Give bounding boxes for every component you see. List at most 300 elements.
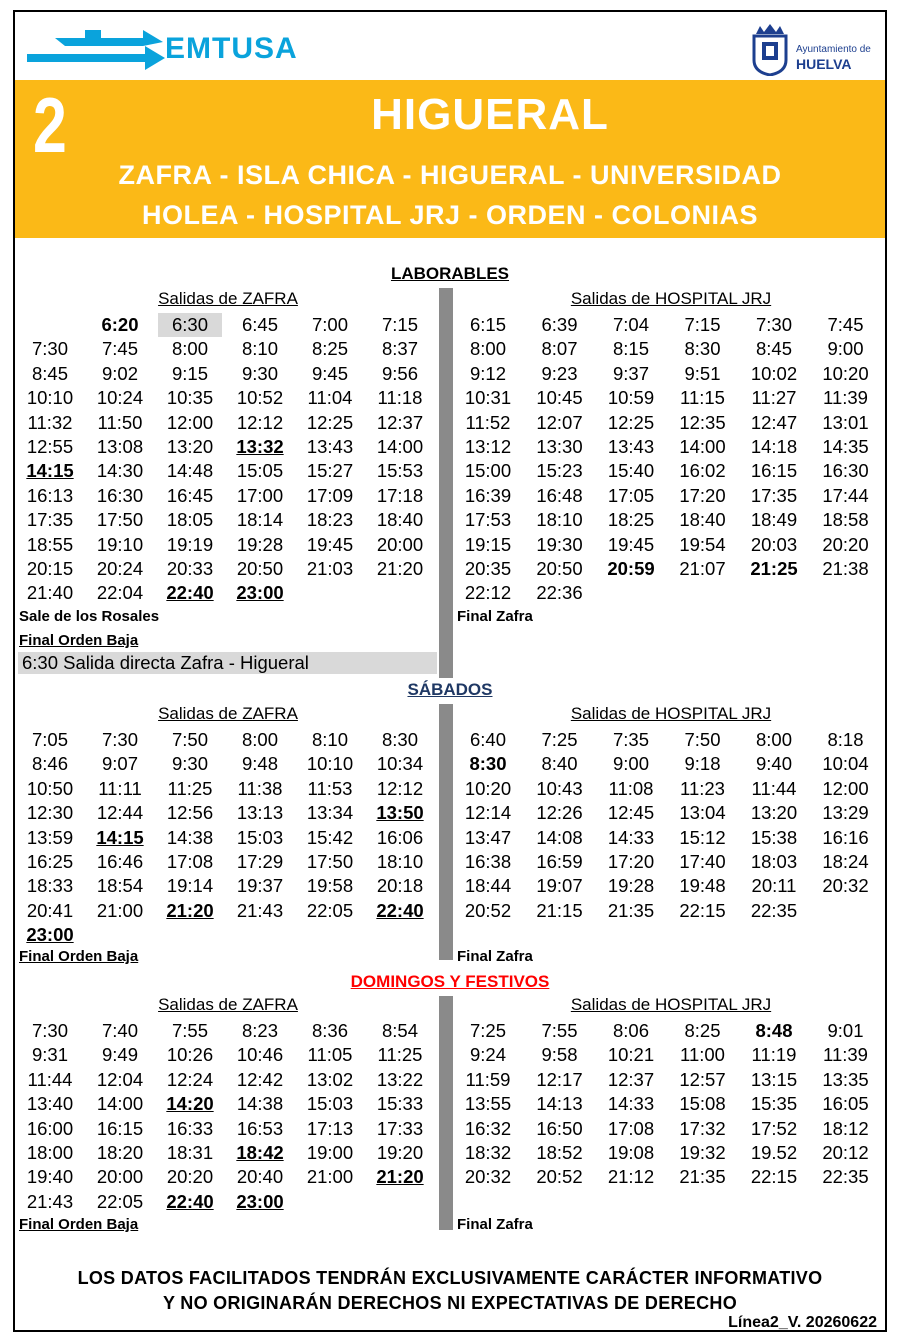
departure-time: 21:03: [306, 557, 354, 579]
departure-time: 19:15: [464, 533, 512, 555]
departure-time: 7:40: [101, 1020, 138, 1041]
departure-time: 14:15: [96, 826, 144, 848]
departure-time: 9:30: [241, 362, 278, 384]
departure-time: 8:37: [381, 338, 418, 360]
departure-time: 7:00: [311, 314, 348, 335]
departure-time: 18:24: [822, 850, 869, 872]
departure-time: 13:29: [822, 802, 869, 824]
departure-time: 11:08: [608, 777, 654, 799]
departure-time: 20:24: [96, 557, 144, 579]
departure-time: 8:10: [311, 729, 348, 750]
departure-time: 20:11: [751, 875, 797, 897]
departure-time: 10:46: [236, 1044, 284, 1066]
departure-time: 13:32: [236, 435, 284, 457]
domingos-note-final-orden: Final Orden Baja: [19, 1216, 139, 1233]
departure-time: 17:53: [464, 509, 512, 531]
departure-time: 12:47: [750, 411, 798, 433]
departure-time: 21:40: [26, 582, 74, 604]
departure-time: 9:15: [171, 362, 208, 384]
departure-time: 15:03: [306, 1093, 354, 1115]
departure-time: 16:48: [536, 484, 583, 506]
route-stops-line-1: ZAFRA - ISLA CHICA - HIGUERAL - UNIVERSIDAD: [118, 160, 782, 190]
departure-time: 19.52: [750, 1141, 798, 1163]
departure-time: 11:04: [307, 387, 353, 409]
departure-time: 17:20: [607, 850, 655, 872]
departure-time: 9:30: [171, 753, 208, 775]
departure-time: 22:40: [166, 1190, 214, 1212]
departure-time: 8:07: [541, 338, 578, 360]
departure-time: 12:14: [464, 802, 512, 824]
departure-time: 23:00: [236, 1190, 284, 1212]
departure-time: 12:24: [166, 1068, 214, 1090]
departure-time: 17:35: [750, 484, 798, 506]
departure-time: 12:12: [236, 411, 284, 433]
departure-time: 15:03: [236, 826, 284, 848]
departure-time: 15:12: [679, 826, 726, 848]
departure-time: 9:51: [684, 362, 721, 384]
departure-time: 9:01: [827, 1020, 864, 1041]
departure-time: 14:35: [822, 435, 869, 457]
departure-time: 22:36: [536, 582, 583, 604]
version-label: Línea2_V. 20260622: [728, 1314, 877, 1331]
departure-time: 18:55: [26, 533, 74, 555]
sabados-note-final-zafra: Final Zafra: [457, 948, 533, 965]
departure-time: 18:31: [166, 1141, 214, 1163]
departure-time: 8:30: [684, 338, 721, 360]
departure-time: 14:38: [166, 826, 214, 848]
departure-time: 10:45: [536, 387, 583, 409]
departure-time: 6:15: [469, 314, 506, 335]
departure-time: 21:43: [236, 899, 284, 921]
departure-time: 9:49: [101, 1044, 138, 1066]
domingos-left-header: Salidas de ZAFRA: [158, 995, 298, 1014]
departure-time: 11:59: [465, 1068, 511, 1090]
departure-time: 12:44: [96, 802, 144, 824]
center-divider-sabados: [439, 704, 453, 960]
departure-time: 8:00: [469, 338, 506, 360]
departure-time: 7:45: [101, 338, 138, 360]
departure-time: 16:32: [464, 1117, 512, 1139]
departure-time: 10:10: [26, 387, 74, 409]
departure-time: 10:59: [607, 387, 655, 409]
departure-time: 7:30: [31, 1020, 68, 1041]
route-stops-line-2: HOLEA - HOSPITAL JRJ - ORDEN - COLONIAS: [141, 200, 759, 230]
departure-time: 18:20: [96, 1141, 144, 1163]
departure-time: 18:25: [607, 509, 655, 531]
departure-time: 10:31: [464, 387, 512, 409]
departure-time: 18:54: [96, 875, 144, 897]
departure-time: 20:20: [822, 533, 869, 555]
departure-time: 7:25: [469, 1020, 506, 1041]
departure-time: 11:27: [751, 387, 797, 409]
departure-time: 18:32: [464, 1141, 512, 1163]
departure-time: 18:33: [26, 875, 74, 897]
departure-time: 14:00: [96, 1093, 144, 1115]
departure-time: 20:52: [536, 1166, 583, 1188]
departure-time: 11:05: [307, 1044, 353, 1066]
departure-time: 22:40: [376, 899, 424, 921]
departure-time: 11:53: [307, 777, 353, 799]
departure-time: 13:15: [750, 1068, 798, 1090]
departure-time: 6:45: [241, 314, 278, 335]
huelva-council-logo: [750, 20, 870, 78]
departure-time: 7:55: [171, 1020, 208, 1041]
departure-time: 20:00: [376, 533, 424, 555]
departure-time: 9:12: [469, 362, 506, 384]
line-name: HIGUERAL: [371, 90, 609, 139]
departure-time: 16:06: [376, 826, 424, 848]
departure-time: 8:54: [381, 1020, 418, 1041]
laborables-direct-note: 6:30 Salida directa Zafra - Higueral: [18, 652, 437, 674]
departure-time: 20:18: [376, 875, 424, 897]
departure-time: 10:10: [306, 753, 354, 775]
departure-time: 16:13: [26, 484, 74, 506]
laborables-note-final-orden: Final Orden Baja: [19, 632, 139, 649]
departure-time: 12:07: [536, 411, 583, 433]
departure-time: 22:35: [822, 1166, 869, 1188]
departure-time: 18:12: [822, 1117, 869, 1139]
section-title-laborables: LABORABLES: [390, 264, 510, 283]
departure-time: 18:14: [236, 509, 284, 531]
departure-time: 17:52: [750, 1117, 798, 1139]
departure-time: 13:02: [306, 1068, 354, 1090]
departure-time: 21:12: [607, 1166, 655, 1188]
departure-time: 18:58: [822, 509, 869, 531]
departure-time: 8:06: [612, 1020, 649, 1041]
departure-time: 19:48: [679, 875, 726, 897]
domingos-note-final-zafra: Final Zafra: [457, 1216, 533, 1233]
departure-time: 21:20: [376, 1166, 424, 1188]
departure-time: 10:50: [26, 777, 74, 799]
departure-time: 23:00: [236, 582, 284, 604]
departure-time: 15:08: [679, 1093, 726, 1115]
departure-time: 15:05: [236, 460, 284, 482]
departure-time: 14:18: [750, 435, 798, 457]
departure-time: 17:50: [306, 850, 354, 872]
departure-time: 14:33: [607, 1093, 655, 1115]
departure-time: 8:30: [381, 729, 418, 750]
sabados-right-header: Salidas de HOSPITAL JRJ: [570, 704, 772, 723]
departure-time: 17:18: [376, 484, 424, 506]
council-label-line2: HUELVA: [796, 56, 852, 72]
departure-time: 12:45: [607, 802, 655, 824]
departure-time: 8:18: [827, 729, 864, 750]
departure-time: 22:05: [96, 1190, 144, 1212]
departure-time: 16:45: [166, 484, 214, 506]
departure-time: 9:37: [612, 362, 649, 384]
departure-time: 9:23: [541, 362, 578, 384]
departure-time: 19:40: [26, 1166, 74, 1188]
departure-time: 15:40: [607, 460, 655, 482]
departure-time: 19:08: [607, 1141, 655, 1163]
departure-time: 8:36: [311, 1020, 348, 1041]
departure-time: 21:43: [26, 1190, 74, 1212]
departure-time: 16:05: [822, 1093, 869, 1115]
sabados-note-final-orden: Final Orden Baja: [19, 948, 139, 965]
departure-time: 8:15: [612, 338, 649, 360]
departure-time: 12:00: [166, 411, 214, 433]
disclaimer-line-1: LOS DATOS FACILITADOS TENDRÁN EXCLUSIVAMENTE CARÁCTER INFORMATIVO: [77, 1268, 823, 1288]
departure-time: 20:40: [236, 1166, 284, 1188]
departure-time: 12:37: [376, 411, 424, 433]
departure-time: 12:04: [96, 1068, 144, 1090]
departure-time: 21:20: [166, 899, 214, 921]
departure-time: 19:45: [607, 533, 655, 555]
departure-time: 13:20: [750, 802, 798, 824]
section-title-domingos: DOMINGOS Y FESTIVOS: [350, 972, 550, 991]
departure-time: 6:30: [158, 313, 222, 337]
departure-time: 15:27: [306, 460, 354, 482]
departure-time: 13:55: [464, 1093, 512, 1115]
departure-time: 12:26: [536, 802, 583, 824]
departure-time: 23:00: [26, 924, 74, 946]
departure-time: 20:59: [607, 557, 655, 579]
departure-time: 10:21: [607, 1044, 655, 1066]
departure-time: 16:38: [464, 850, 512, 872]
departure-time: 16:33: [166, 1117, 214, 1139]
departure-time: 10:43: [536, 777, 583, 799]
departure-time: 11:32: [27, 411, 73, 433]
departure-time: 21:35: [679, 1166, 726, 1188]
departure-time: 20:32: [464, 1166, 512, 1188]
timetable-sheet: [13, 10, 887, 1332]
departure-time: 11:44: [751, 777, 797, 799]
departure-time: 7:05: [31, 729, 68, 750]
departure-time: 17:09: [306, 484, 354, 506]
departure-time: 22:35: [750, 899, 798, 921]
departure-time: 14:00: [376, 435, 424, 457]
departure-time: 12:17: [536, 1068, 583, 1090]
departure-time: 13:50: [376, 802, 424, 824]
departure-time: 16:30: [96, 484, 144, 506]
departure-time: 21:07: [679, 557, 726, 579]
departure-time: 13:08: [96, 435, 144, 457]
departure-time: 15:33: [376, 1093, 424, 1115]
laborables-note-rosales: Sale de los Rosales: [19, 608, 160, 625]
departure-time: 12:12: [376, 777, 424, 799]
departure-time: 18:05: [166, 509, 214, 531]
departure-time: 8:48: [755, 1020, 793, 1041]
departure-time: 14:13: [536, 1093, 583, 1115]
departure-time: 18:10: [536, 509, 583, 531]
departure-time: 11:25: [377, 1044, 423, 1066]
departure-time: 17:08: [607, 1117, 655, 1139]
departure-time: 8:00: [755, 729, 792, 750]
route-banner: [15, 80, 885, 238]
departure-time: 18:40: [376, 509, 424, 531]
departure-time: 12:42: [236, 1068, 284, 1090]
departure-time: 21:15: [536, 899, 583, 921]
departure-time: 13:47: [464, 826, 512, 848]
departure-time: 20:03: [750, 533, 798, 555]
huelva-coat-of-arms-icon: [750, 20, 790, 76]
departure-time: 9:18: [684, 753, 721, 775]
departure-time: 9:58: [541, 1044, 578, 1066]
departure-time: 9:00: [827, 338, 864, 360]
departure-time: 20:20: [166, 1166, 214, 1188]
departure-time: 11:19: [751, 1044, 797, 1066]
disclaimer: [15, 1266, 885, 1316]
departure-time: 11:00: [680, 1044, 725, 1066]
departure-time: 9:56: [381, 362, 418, 384]
departure-time: 14:15: [26, 460, 74, 482]
departure-time: 22:05: [306, 899, 354, 921]
departure-time: 13:43: [607, 435, 655, 457]
departure-time: 17:00: [236, 484, 284, 506]
departure-time: 11:39: [823, 1044, 868, 1066]
departure-time: 13:13: [236, 802, 284, 824]
departure-time: 17:35: [26, 509, 74, 531]
departure-time: 14:48: [166, 460, 214, 482]
disclaimer-line-2: Y NO ORIGINARÁN DERECHOS NI EXPECTATIVAS DE DERECHO: [162, 1293, 738, 1313]
departure-time: 21:00: [96, 899, 144, 921]
departure-time: 7:15: [381, 314, 418, 335]
departure-time: 8:30: [469, 753, 507, 775]
departure-time: 19:54: [679, 533, 726, 555]
departure-time: 10:35: [166, 387, 214, 409]
departure-time: 13:01: [822, 411, 869, 433]
departure-time: 8:10: [241, 338, 278, 360]
departure-time: 21:20: [376, 557, 424, 579]
council-label-line1: Ayuntamiento de: [796, 44, 871, 55]
departure-time: 14:00: [679, 435, 726, 457]
departure-time: 21:38: [822, 557, 869, 579]
departure-time: 17:44: [822, 484, 869, 506]
departure-time: 9:40: [755, 753, 792, 775]
departure-time: 12:30: [26, 802, 74, 824]
section-title-sabados: SÁBADOS: [407, 680, 493, 699]
departure-time: 18:00: [26, 1141, 74, 1163]
emtusa-logo: [25, 24, 355, 72]
departure-time: 19:10: [96, 533, 144, 555]
departure-time: 21:25: [750, 557, 798, 579]
departure-time: 20:52: [464, 899, 512, 921]
departure-time: 10:52: [236, 387, 284, 409]
departure-time: 19:30: [536, 533, 583, 555]
departure-time: 18:40: [679, 509, 726, 531]
departure-time: 6:39: [541, 314, 578, 335]
departure-time: 20:35: [464, 557, 512, 579]
departure-time: 12:25: [607, 411, 655, 433]
departure-time: 11:38: [237, 777, 283, 799]
departure-time: 16:39: [464, 484, 512, 506]
departure-time: 16:30: [822, 460, 869, 482]
departure-time: 7:45: [827, 314, 864, 335]
departure-time: 19:19: [166, 533, 214, 555]
departure-time: 19:00: [306, 1141, 354, 1163]
departure-time: 19:14: [166, 875, 214, 897]
laborables-note-final-zafra: Final Zafra: [457, 608, 533, 625]
departure-time: 22:12: [464, 582, 512, 604]
departure-time: 14:33: [607, 826, 655, 848]
departure-time: 17:13: [306, 1117, 354, 1139]
departure-time: 17:05: [607, 484, 655, 506]
departure-time: 12:25: [306, 411, 354, 433]
departure-time: 7:04: [612, 314, 649, 335]
departure-time: 19:28: [236, 533, 284, 555]
departure-time: 20:41: [26, 899, 74, 921]
departure-time: 14:38: [236, 1093, 284, 1115]
departure-time: 20:32: [822, 875, 869, 897]
departure-time: 10:02: [750, 362, 798, 384]
departure-time: 13:35: [822, 1068, 869, 1090]
departure-time: 14:30: [96, 460, 144, 482]
departure-time: 11:25: [167, 777, 213, 799]
departure-time: 15:35: [750, 1093, 798, 1115]
departure-time: 12:35: [679, 411, 726, 433]
center-divider-laborables: [439, 288, 453, 678]
departure-time: 12:57: [679, 1068, 726, 1090]
departure-time: 20:50: [236, 557, 284, 579]
departure-time: 21:00: [306, 1166, 354, 1188]
departure-time: 7:30: [101, 729, 138, 750]
departure-time: 11:39: [823, 387, 868, 409]
departure-time: 16:50: [536, 1117, 583, 1139]
departure-time: 9:31: [31, 1044, 68, 1066]
departure-time: 6:20: [101, 314, 139, 335]
departure-time: 16:46: [96, 850, 144, 872]
departure-time: 19:58: [306, 875, 354, 897]
departure-time: 11:11: [98, 777, 142, 799]
departure-time: 18:52: [536, 1141, 583, 1163]
departure-time: 20:12: [822, 1141, 869, 1163]
departure-time: 12:00: [822, 777, 869, 799]
departure-time: 7:35: [612, 729, 649, 750]
departure-time: 18:42: [236, 1141, 284, 1163]
departure-time: 17:40: [679, 850, 726, 872]
departure-time: 18:49: [750, 509, 798, 531]
departure-time: 9:24: [469, 1044, 506, 1066]
departure-time: 11:18: [377, 387, 423, 409]
departure-time: 15:42: [306, 826, 354, 848]
departure-time: 13:12: [464, 435, 512, 457]
departure-time: 16:15: [750, 460, 798, 482]
departure-time: 17:33: [376, 1117, 424, 1139]
departure-time: 8:23: [241, 1020, 278, 1041]
departure-time: 8:00: [171, 338, 208, 360]
departure-time: 20:50: [536, 557, 583, 579]
departure-time: 9:00: [612, 753, 649, 775]
departure-time: 13:20: [166, 435, 214, 457]
departure-time: 13:04: [679, 802, 726, 824]
departure-time: 14:20: [166, 1093, 214, 1115]
departure-time: 20:33: [166, 557, 214, 579]
departure-time: 16:59: [536, 850, 583, 872]
departure-time: 11:15: [680, 387, 725, 409]
departure-time: 16:15: [96, 1117, 144, 1139]
departure-time: 18:10: [376, 850, 424, 872]
departure-time: 7:30: [755, 314, 792, 335]
departure-time: 18:03: [750, 850, 798, 872]
departure-time: 20:00: [96, 1166, 144, 1188]
departure-time: 8:45: [31, 362, 68, 384]
departure-time: 7:15: [684, 314, 721, 335]
departure-time: 20:15: [26, 557, 74, 579]
departure-time: 12:55: [26, 435, 74, 457]
departure-time: 19:45: [306, 533, 354, 555]
emtusa-wordmark: EMTUSA: [165, 32, 298, 65]
laborables-right-header: Salidas de HOSPITAL JRJ: [570, 289, 772, 308]
departure-time: 22:15: [679, 899, 726, 921]
domingos-right-header: Salidas de HOSPITAL JRJ: [570, 995, 772, 1014]
departure-time: 10:24: [96, 387, 144, 409]
departure-time: 9:48: [241, 753, 278, 775]
departure-time: 15:00: [464, 460, 512, 482]
departure-time: 17:29: [236, 850, 284, 872]
departure-time: 8:25: [684, 1020, 721, 1041]
departure-time: 21:35: [607, 899, 655, 921]
departure-time: 16:25: [26, 850, 74, 872]
